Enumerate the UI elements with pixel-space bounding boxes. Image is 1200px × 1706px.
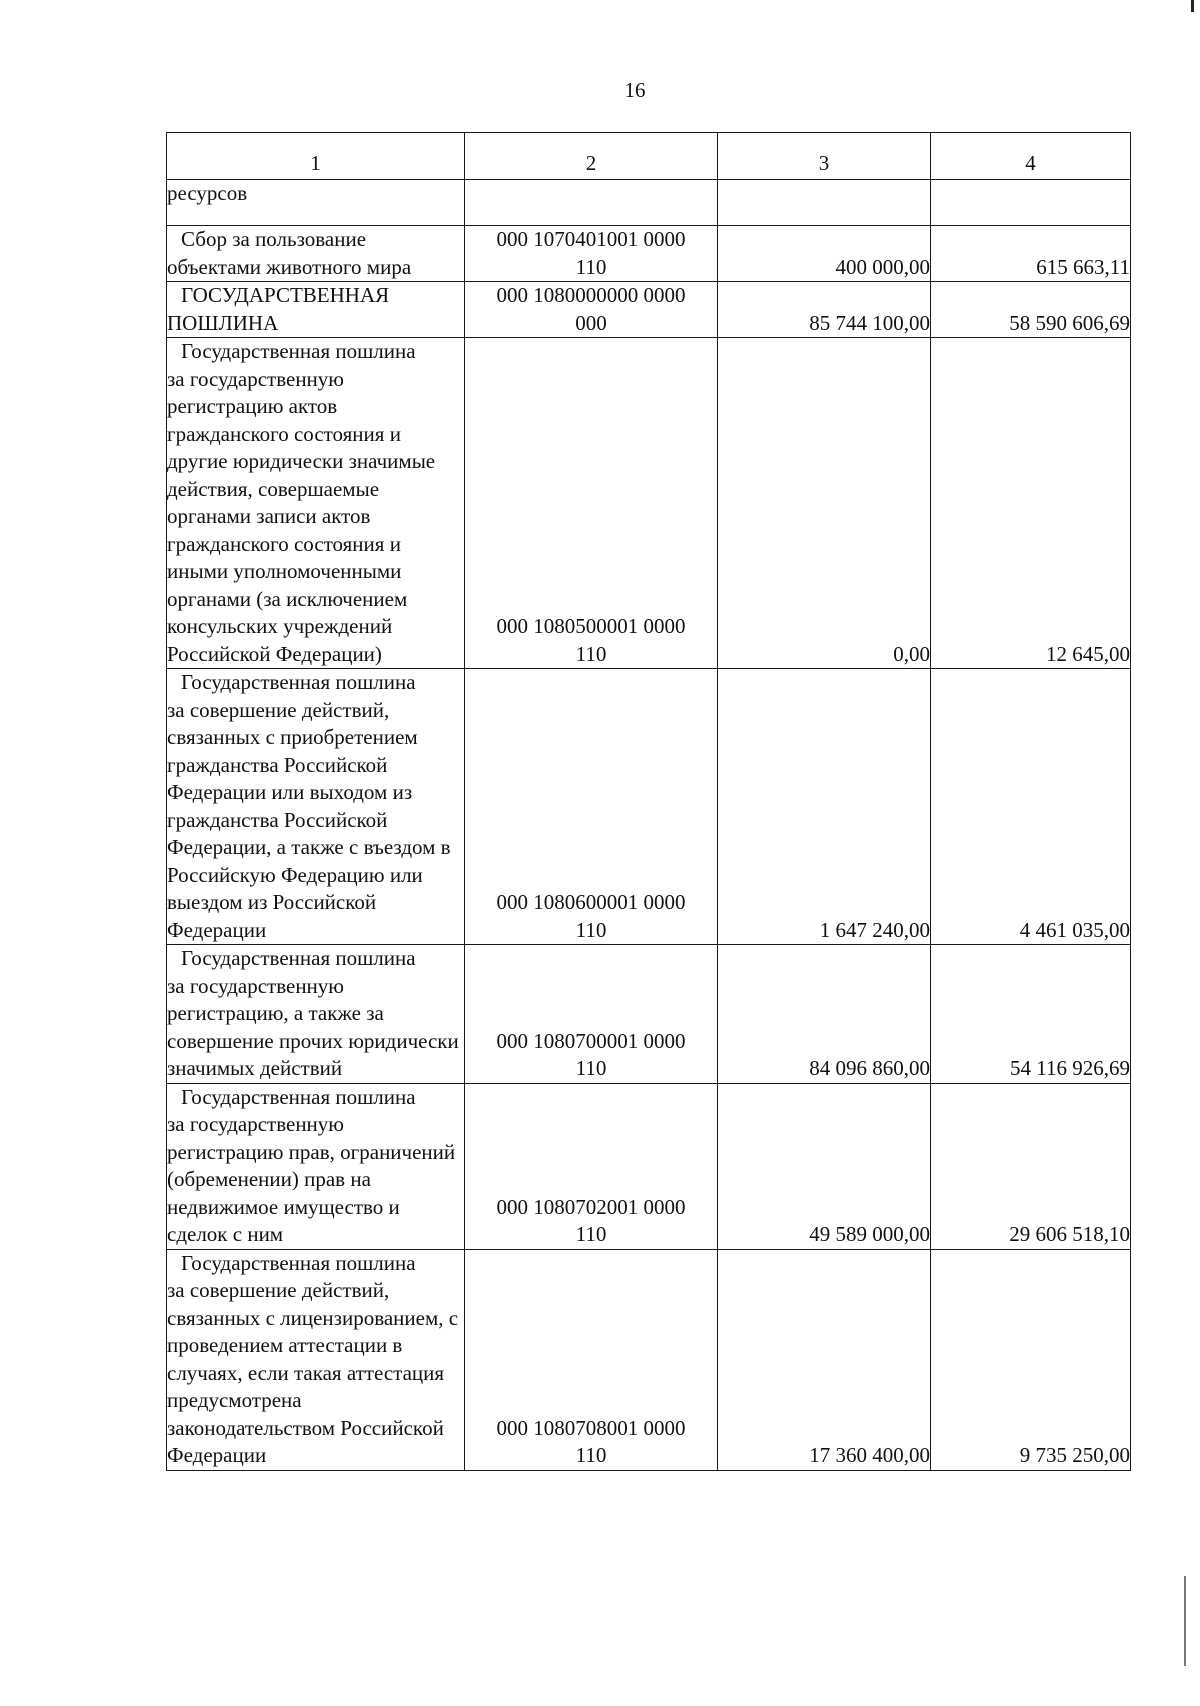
row-value-col4: 615 663,11 (931, 226, 1131, 282)
row-name-cell (167, 282, 465, 338)
row-code-line1: 000 1080600001 0000 (496, 890, 686, 914)
row-name-first-line: Государственная пошлина (181, 1250, 416, 1275)
scan-edge-mark (1191, 0, 1194, 12)
row-name-first-line: Государственная пошлина (181, 339, 416, 363)
row-value-col3: 49 589 000,00 (718, 1083, 931, 1249)
row-name-cell (167, 1249, 465, 1470)
row-name-rest: объектами животного мира (167, 254, 412, 279)
row-name-first-line: Государственная пошлина (181, 946, 416, 970)
row-code-line2: 110 (575, 1056, 607, 1080)
row-code-line1: 000 1080702001 0000 (496, 1194, 686, 1219)
page-number: 16 (624, 78, 646, 102)
row-name-first-line: Сбор за пользование (181, 227, 367, 251)
row-value-col4 (931, 180, 1131, 226)
row-value-col4: 12 645,00 (931, 338, 1131, 669)
table-row (167, 1083, 1131, 1249)
row-name-first-line: Государственная пошлина (181, 670, 416, 694)
row-name-cell (167, 945, 465, 1084)
row-name-rest: за государственную регистрацию прав, ограничений (обременении) прав на недвижимое имущество и сделок с ним (167, 1112, 456, 1246)
row-value-col3: 84 096 860,00 (718, 945, 931, 1084)
row-code-line2: 110 (575, 641, 607, 666)
row-code-cell (465, 1249, 718, 1470)
row-code-line1: 000 1080708001 0000 (496, 1415, 686, 1440)
table-row (167, 226, 1131, 282)
row-value-col4: 54 116 926,69 (931, 945, 1131, 1084)
row-code-line2: 110 (575, 1443, 607, 1467)
row-code-line2: 110 (575, 917, 607, 942)
row-code-cell (465, 945, 718, 1084)
table-row (167, 180, 1131, 226)
row-code-line1: 000 1080500001 0000 (496, 614, 686, 638)
row-value-col3: 1 647 240,00 (718, 669, 931, 945)
row-name-first-line: ГОСУДАРСТВЕННАЯ (181, 283, 390, 307)
row-name-rest: за совершение действий, связанных с приобретением гражданства Российской Федерации или выходом из гражданства Российской Федерации, а также с въездом в Российскую Федерацию или выездом из Российской Федерации (167, 697, 451, 942)
revenue-table (166, 132, 1131, 1471)
row-name-text: ресурсов (167, 181, 248, 205)
row-code-line2: 110 (575, 254, 607, 279)
row-value-col4: 29 606 518,10 (931, 1083, 1131, 1249)
row-code-cell (465, 669, 718, 945)
row-name-rest: за совершение действий, связанных с лицензированием, с проведением аттестации в случаях, если такая аттестация предусмотрена законодательством Российской Федерации (167, 1278, 459, 1467)
row-name-cell (167, 669, 465, 945)
table-row (167, 338, 1131, 669)
table-row (167, 1249, 1131, 1470)
row-value-col4: 4 461 035,00 (931, 669, 1131, 945)
row-name-cell (167, 338, 465, 669)
row-code-line1: 000 1070401001 0000 (496, 227, 686, 251)
row-code-line1: 000 1080700001 0000 (496, 1028, 686, 1053)
row-name-cell (167, 180, 465, 226)
row-value-col3 (718, 180, 931, 226)
table-row (167, 945, 1131, 1084)
row-code-cell (465, 282, 718, 338)
table-row (167, 669, 1131, 945)
row-value-col3: 85 744 100,00 (718, 282, 931, 338)
row-code-line2: 110 (575, 1222, 607, 1246)
row-code-cell (465, 1083, 718, 1249)
table-row (167, 282, 1131, 338)
column-header-3: 3 (718, 133, 931, 180)
scan-edge-mark (1184, 1576, 1186, 1666)
row-name-rest: за государственную регистрацию, а также за совершение прочих юридически значимых действий (167, 973, 459, 1080)
row-code-line2: 000 (575, 310, 607, 335)
row-value-col3: 400 000,00 (718, 226, 931, 282)
row-value-col4: 9 735 250,00 (931, 1249, 1131, 1470)
row-name-cell (167, 226, 465, 282)
row-name-rest: за государственную регистрацию актов гражданского состояния и другие юридически значимые действия, совершаемые органами записи актов гражданского состояния и иными уполномоченными органами (за исключением консульских учреждений Российской Федерации) (167, 366, 436, 666)
row-code-cell (465, 226, 718, 282)
row-value-col4: 58 590 606,69 (931, 282, 1131, 338)
row-value-col3: 17 360 400,00 (718, 1249, 931, 1470)
header-row (167, 133, 1131, 180)
column-header-1: 1 (167, 133, 465, 180)
row-name-rest: ПОШЛИНА (167, 310, 279, 335)
column-header-2: 2 (465, 133, 718, 180)
column-header-4: 4 (931, 133, 1131, 180)
row-value-col3: 0,00 (718, 338, 931, 669)
row-code-cell (465, 338, 718, 669)
row-name-first-line: Государственная пошлина (181, 1084, 416, 1109)
row-name-cell (167, 1083, 465, 1249)
row-code-cell (465, 180, 718, 226)
row-code-line1: 000 1080000000 0000 (496, 283, 686, 307)
